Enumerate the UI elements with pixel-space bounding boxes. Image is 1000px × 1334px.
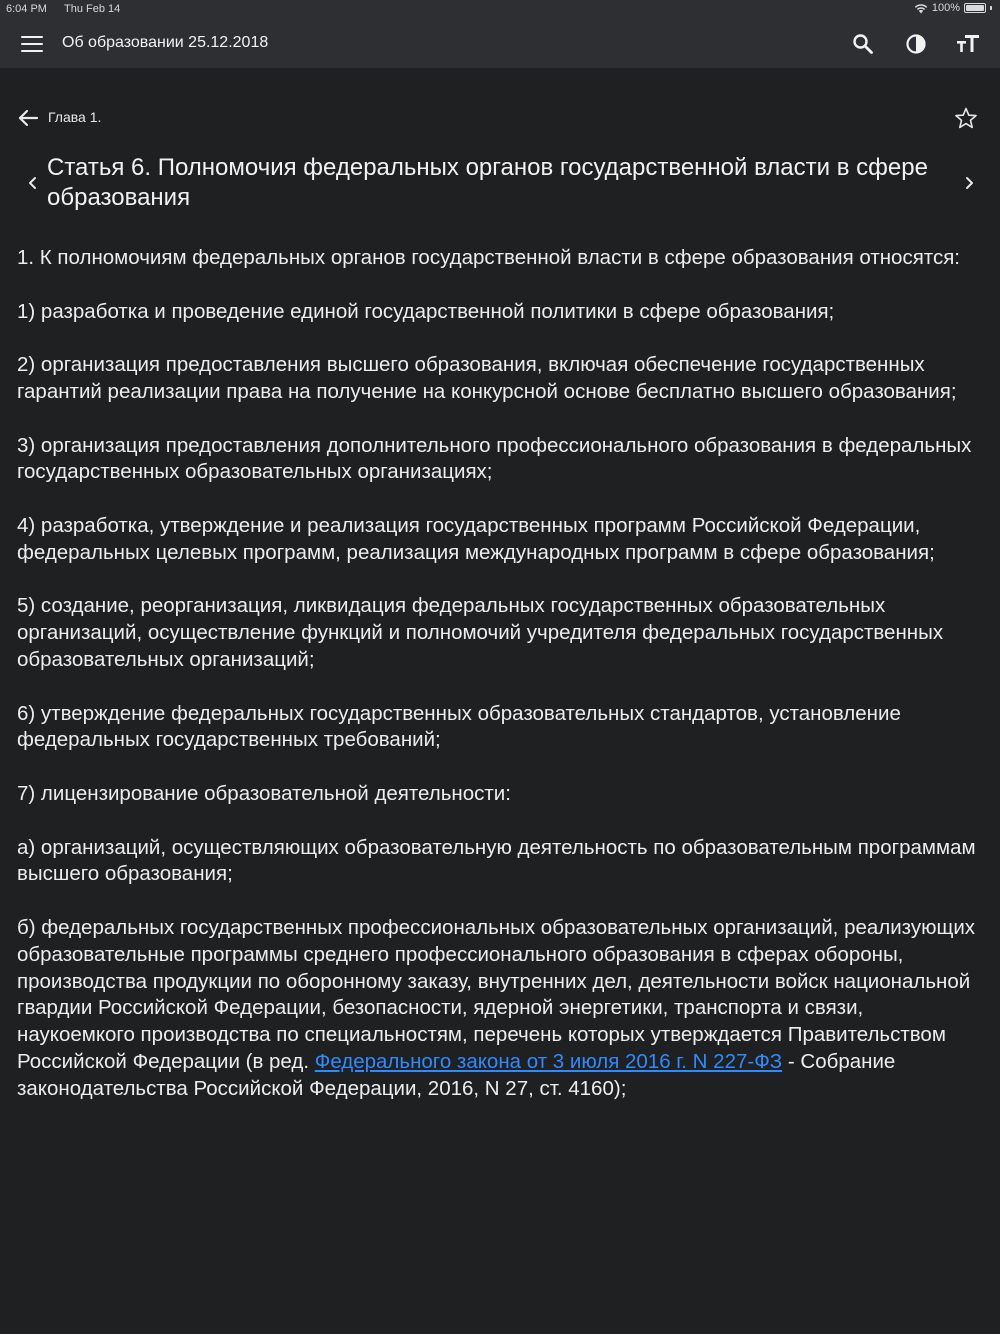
law-reference-link[interactable]: Федерального закона от 3 июля 2016 г. N 227-ФЗ [314,1049,783,1073]
app-bar [0,20,1000,68]
paragraph: 6) утверждение федеральных государственных образовательных стандартов, установление федеральных государственных требований; [17,701,901,752]
star-icon[interactable] [954,106,978,130]
paragraph: 1) разработка и проведение единой государственной политики в сфере образования; [17,299,835,323]
contrast-icon[interactable] [904,32,928,56]
paragraph: 2) организация предоставления высшего образования, включая обеспечение государственных гарантий реализации права на получение на конкурсной основе бесплатно высшего образования; [17,353,957,403]
chevron-right-icon[interactable] [960,172,978,194]
battery-percent: 100% [931,2,960,14]
paragraph: 3) организация предоставления дополнительного профессионального образования в федеральных государственных образовательных организациях; [17,433,972,484]
paragraph: 4) разработка, утверждение и реализация государственных программ Российской Федерации, федеральных целевых программ, реализация международных программ в сфере образования; [17,513,935,564]
chevron-left-icon[interactable] [24,172,42,194]
paragraph-text-end: - Собрание законодательства Российской Федерации, 2016, N 27, ст. 4160); [17,1049,896,1100]
status-right [914,2,992,14]
text-size-icon[interactable] [956,32,980,56]
article-body [17,245,985,1129]
paragraph: а) организаций, осуществляющих образовательную деятельность по образовательным программам высшего образования; [17,835,976,886]
paragraph: 7) лицензирование образовательной деятельности: [17,781,511,805]
search-icon[interactable] [851,32,875,56]
article-title: Статья 6. Полномочия федеральных органов государственной власти в сфере образования [47,154,928,211]
chapter-row [0,100,1000,136]
chapter-link[interactable]: Глава 1. [48,109,102,125]
menu-icon[interactable] [21,36,43,52]
arrow-back-icon[interactable] [16,106,40,130]
wifi-icon [914,3,928,14]
paragraph: 5) создание, реорганизация, ликвидация федеральных государственных образовательных организаций, осуществление функций и полномочий учредителя федеральных государственных образовательных организаций; [17,594,944,671]
status-date: Thu Feb 14 [64,3,121,15]
status-bar [0,0,1000,20]
paragraph-last [17,915,985,1103]
article-header [0,152,1000,216]
document-title: Об образовании 25.12.2018 [62,34,269,51]
paragraph: 1. К полномочиям федеральных органов государственной власти в сфере образования относятся: [17,246,960,269]
battery-tip [990,6,992,10]
battery-icon [964,3,986,13]
status-time: 6:04 PM [6,3,47,15]
paragraph-text: б) федеральных государственных профессиональных образовательных организаций, реализующих образовательные программы среднего профессионального образования в сферах обороны, производства продукции по оборонному заказу, внутренних дел, деятельности войск национальной гвардии Российской Федерации, безопасности, ядерной энергетики, транспорта и связи, наукоемкого производства по специальностям, перечень которых утверждается Правительством Российской Федерации (в ред. [17,915,976,1073]
